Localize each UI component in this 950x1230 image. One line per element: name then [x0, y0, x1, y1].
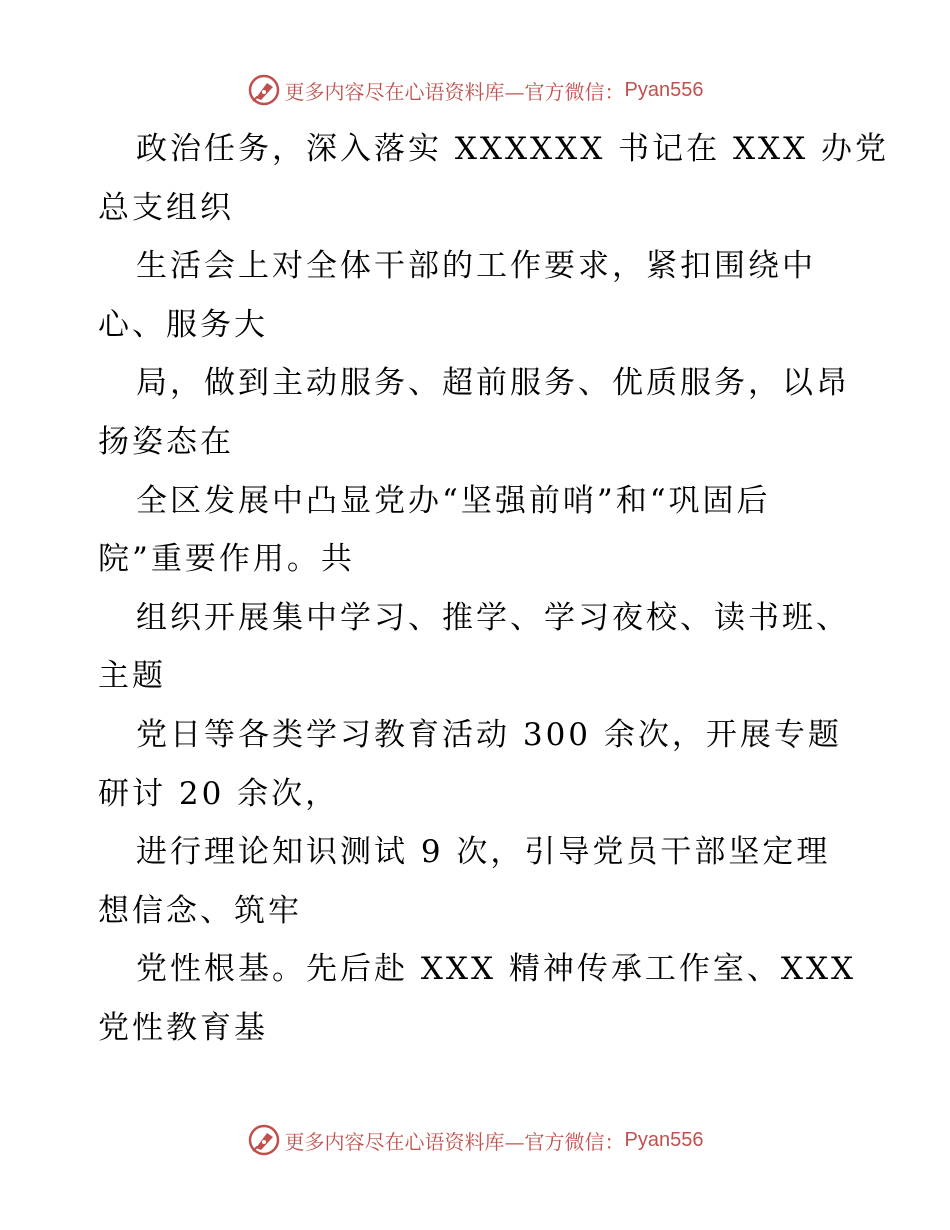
document-body — [98, 120, 890, 1058]
header-banner — [0, 70, 950, 110]
pen-nib-logo-icon — [247, 73, 281, 107]
body-line-5: 局，做到主动服务、超前服务、优质服务，以昂 — [136, 365, 850, 402]
pen-nib-logo-icon — [247, 1123, 281, 1157]
body-line-4: 心、服务大 — [98, 306, 268, 343]
footer-banner — [0, 1120, 950, 1160]
body-line-13: 进行理论知识测试 9 次，引导党员干部坚定理 — [136, 834, 831, 871]
body-line-16: 党性教育基 — [98, 1009, 268, 1046]
footer-wechat-id: Pyan556 — [624, 1128, 704, 1151]
body-line-8: 院”重要作用。共 — [98, 541, 355, 578]
body-line-14: 想信念、筑牢 — [98, 892, 302, 929]
footer-banner-text: 更多内容尽在心语资料库—官方微信： — [284, 1129, 625, 1154]
body-line-12: 研讨 20 余次， — [98, 775, 340, 812]
body-line-11: 党日等各类学习教育活动 300 余次，开展专题 — [136, 716, 842, 753]
body-line-3: 生活会上对全体干部的工作要求，紧扣围绕中 — [136, 248, 816, 285]
body-line-1: 政治任务，深入落实 XXXXXX 书记在 XXX 办党 — [136, 131, 890, 167]
body-line-6: 扬姿态在 — [98, 423, 234, 460]
body-line-15: 党性根基。先后赴 XXX 精神传承工作室、XXX — [136, 951, 857, 988]
body-line-10: 主题 — [98, 658, 166, 695]
body-line-2: 总支组织 — [98, 189, 234, 226]
body-line-7: 全区发展中凸显党办“坚强前哨”和“巩固后 — [136, 482, 771, 519]
body-line-9: 组织开展集中学习、推学、学习夜校、读书班、 — [136, 599, 850, 636]
header-banner-text: 更多内容尽在心语资料库—官方微信： — [284, 79, 625, 104]
header-wechat-id: Pyan556 — [624, 78, 704, 101]
